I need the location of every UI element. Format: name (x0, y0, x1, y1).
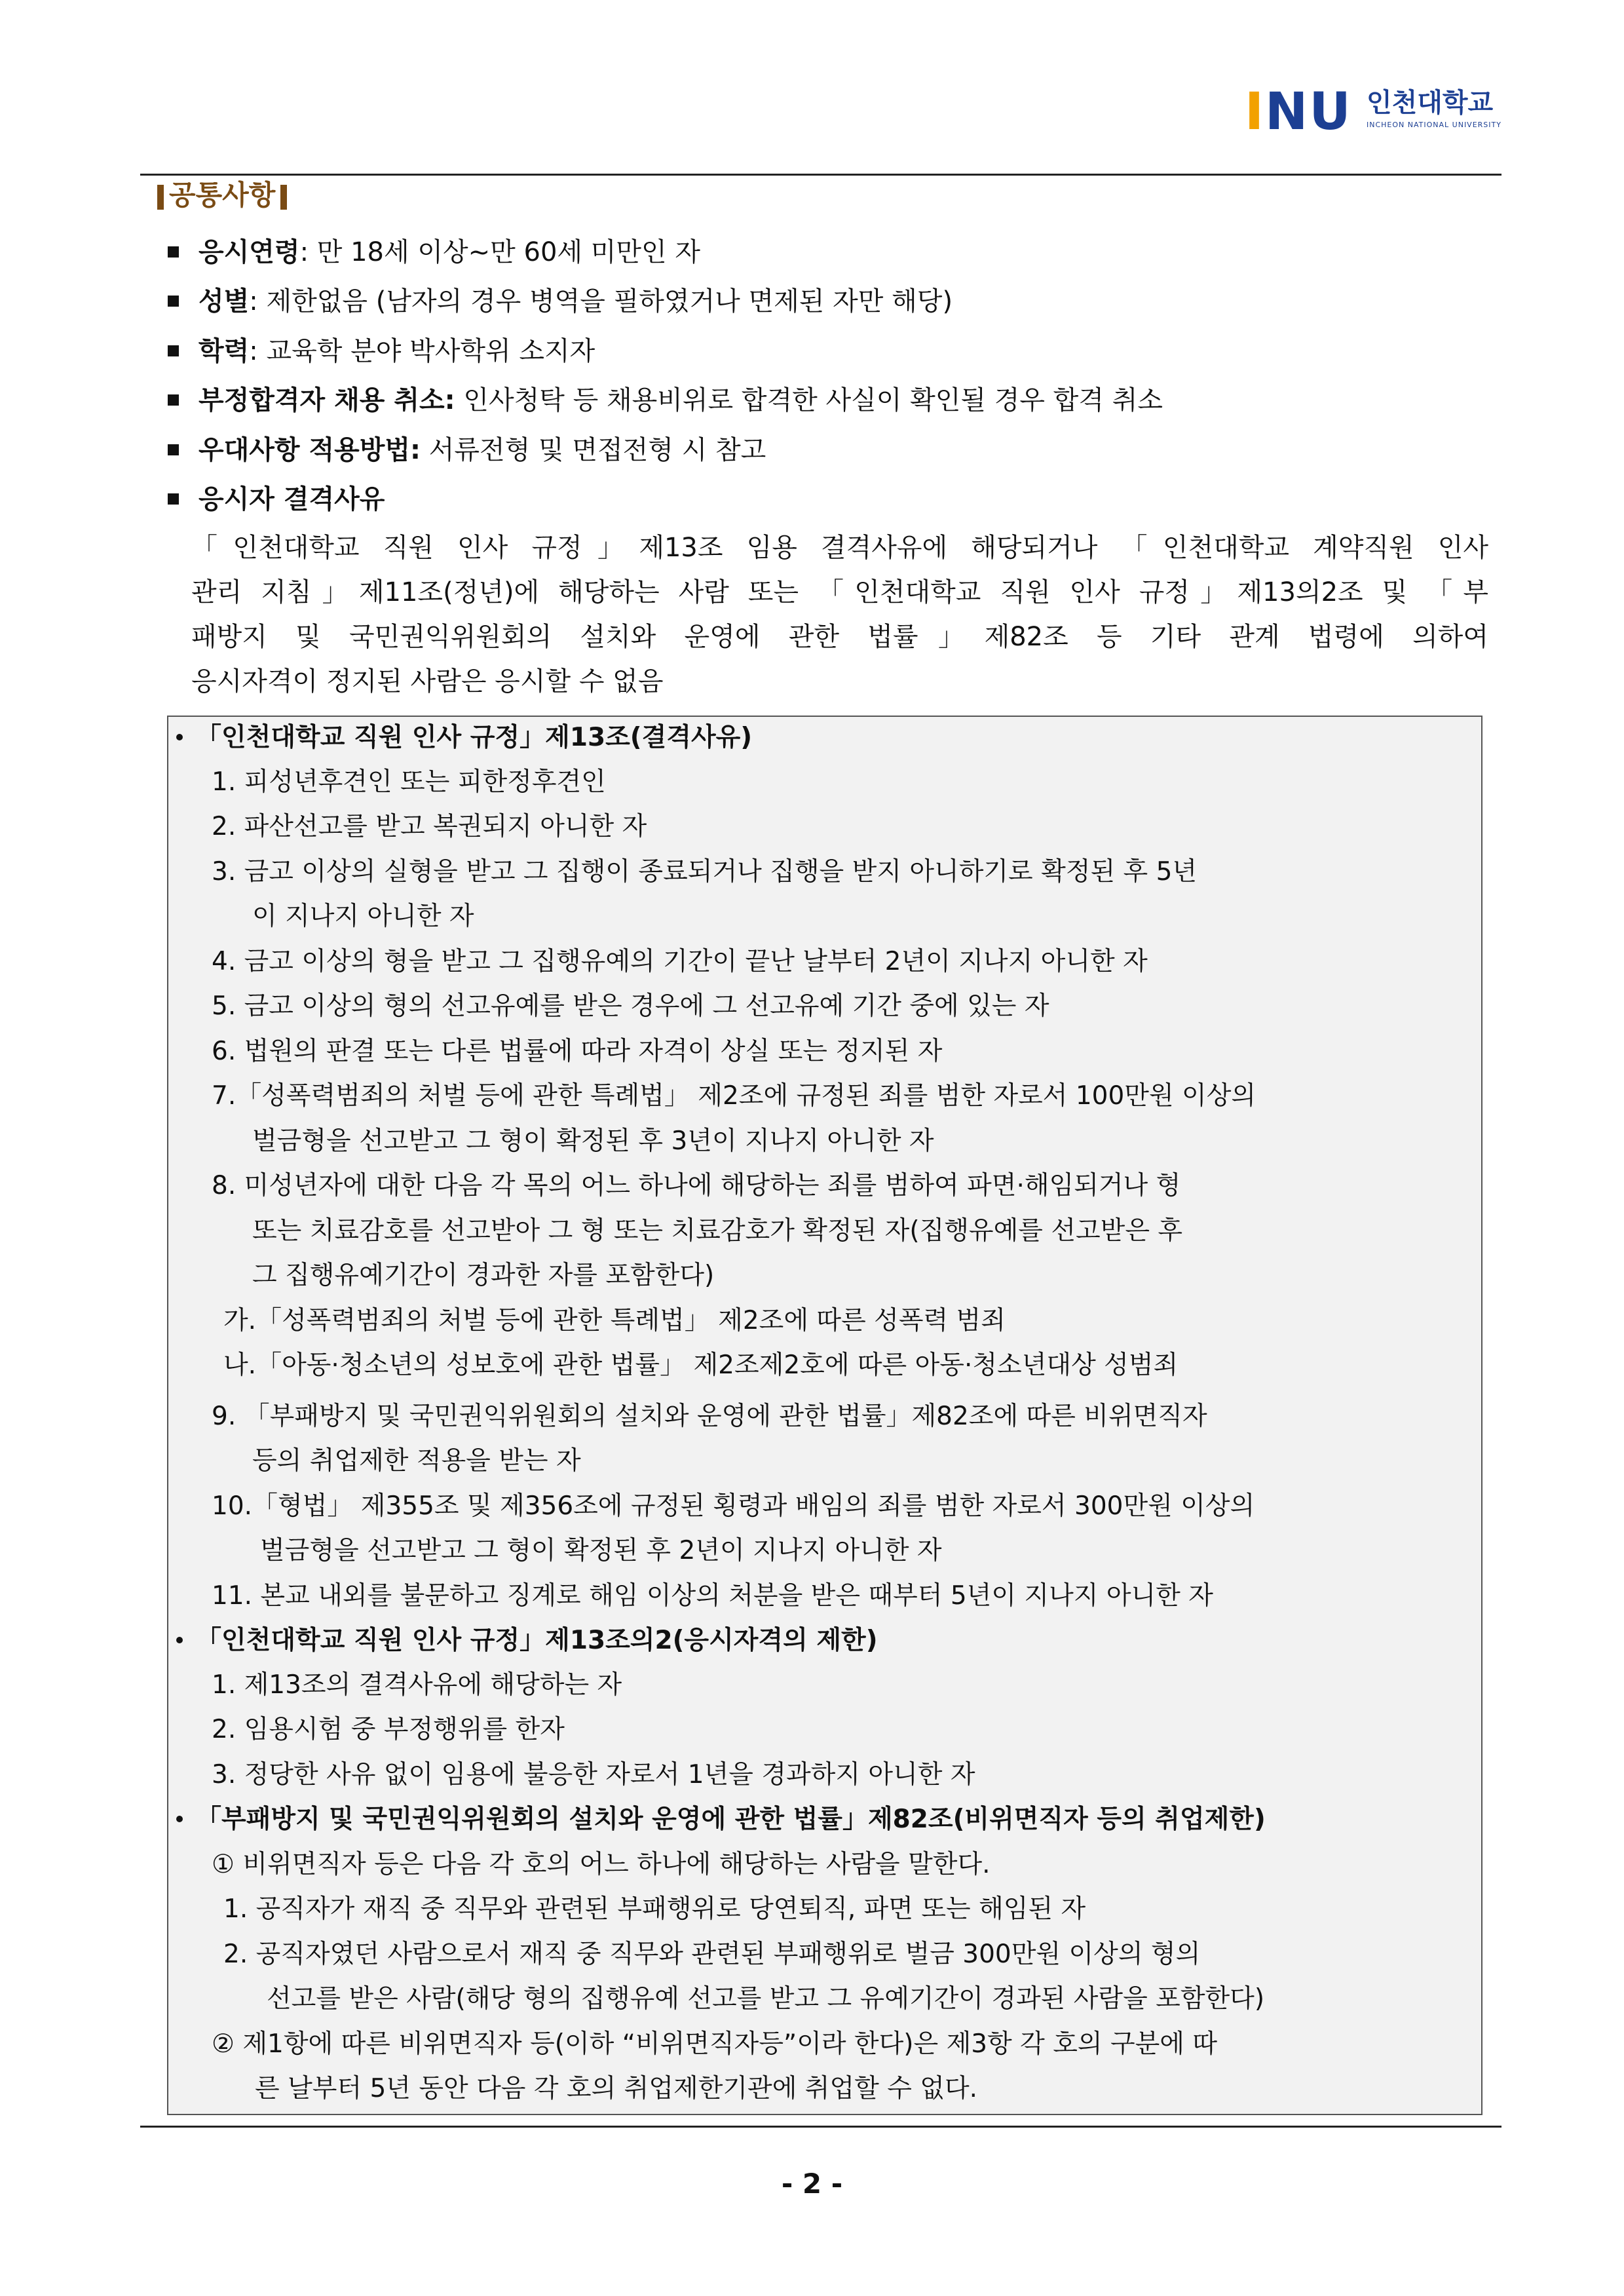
list1-item: 3. 금고 이상의 실형을 받고 그 집행이 종료되거나 집행을 받지 아니하기로 확정된 후 5년 (212, 857, 1198, 887)
para-line-1: 「인천대학교 직원 인사 규정」제13조 임용 결격사유에 해당되거나 「인천대학교 계약직원 인사 (191, 533, 1488, 563)
box-heading-2: 「인천대학교 직원 인사 규정」제13조의2(응시자격의 제한) (176, 1622, 878, 1659)
section-title (152, 177, 292, 214)
list3-item: ② 제1항에 따른 비위면직자 등(이하 “비위면직자등”이라 한다)은 제3항 각 호의 구분에 따 (212, 2029, 1218, 2059)
para-line-4: 응시자격이 정지된 사람은 응시할 수 없음 (191, 666, 664, 697)
square-bullet-icon (168, 394, 179, 406)
title-right-block (280, 185, 287, 210)
box-heading-3: 「부패방지 및 국민권익위원회의 설치와 운영에 관한 법률」제82조(비위면직자 등의 취업제한) (176, 1801, 1266, 1838)
square-bullet-icon (168, 296, 179, 307)
item-education: 학력: 교육학 분야 박사학위 소지자 (168, 333, 595, 370)
list1-item: 등의 취업제한 적용을 받는 자 (252, 1446, 581, 1476)
square-bullet-icon (168, 493, 179, 505)
logo-mark: INU (1245, 83, 1352, 142)
square-bullet-icon (168, 345, 179, 356)
list1-item: 5. 금고 이상의 형의 선고유예를 받은 경우에 그 선고유예 기간 중에 있는 자 (212, 991, 1049, 1021)
section-title-text: 공통사항 (169, 179, 276, 211)
list1-item: 벌금형을 선고받고 그 형이 확정된 후 3년이 지나지 아니한 자 (252, 1126, 934, 1156)
bullet-dot-icon (176, 1816, 183, 1822)
item-disqualification: 응시자 결격사유 (168, 481, 385, 518)
list3-item: 른 날부터 5년 동안 다음 각 호의 취업제한기관에 취업할 수 없다. (255, 2074, 978, 2103)
bullet-dot-icon (176, 734, 183, 740)
logo-subtitle: INCHEON NATIONAL UNIVERSITY (1367, 121, 1501, 129)
list1-item: 또는 치료감호를 선고받아 그 형 또는 치료감호가 확정된 자(집행유예를 선고받은 후 (252, 1216, 1183, 1246)
list1-item: 10.「형법」 제355조 및 제356조에 규정된 횡령과 배임의 죄를 범한 자로서 300만원 이상의 (212, 1491, 1255, 1521)
list1-item: 6. 법원의 판결 또는 다른 법률에 따라 자격이 상실 또는 정지된 자 (212, 1037, 943, 1066)
list1-item: 그 집행유예기간이 경과한 자를 포함한다) (252, 1261, 715, 1290)
list2-item: 1. 제13조의 결격사유에 해당하는 자 (212, 1670, 622, 1700)
list1-item: 7.「성폭력범죄의 처벌 등에 관한 특례법」 제2조에 규정된 죄를 범한 자로서 100만원 이상의 (212, 1081, 1256, 1111)
item-preference: 우대사항 적용방법: 서류전형 및 면접전형 시 참고 (168, 432, 766, 469)
bullet-dot-icon (176, 1637, 183, 1643)
item-age: 응시연령: 만 18세 이상~만 60세 미만인 자 (168, 234, 700, 271)
list3-item: 2. 공직자였던 사람으로서 재직 중 직무와 관련된 부패행위로 벌금 300만원 이상의 형의 (223, 1940, 1201, 1969)
list1-subitem: 가.「성폭력범죄의 처벌 등에 관한 특례법」 제2조에 따른 성폭력 범죄 (223, 1306, 1006, 1335)
university-logo (1245, 84, 1520, 140)
item-gender: 성별: 제한없음 (남자의 경우 병역을 필하였거나 면제된 자만 해당) (168, 283, 953, 320)
list1-item: 9. 「부패방지 및 국민권익위원회의 설치와 운영에 관한 법률」제82조에 따른 비위면직자 (212, 1402, 1207, 1431)
list1-item: 1. 피성년후견인 또는 피한정후견인 (212, 767, 606, 797)
list1-item: 11. 본교 내외를 불문하고 징계로 해임 이상의 처분을 받은 때부터 5년이 지나지 아니한 자 (212, 1581, 1213, 1611)
list1-subitem: 나.「아동·청소년의 성보호에 관한 법률」 제2조제2호에 따른 아동·청소년대상 성범죄 (223, 1350, 1179, 1380)
list1-item: 이 지나지 아니한 자 (252, 902, 474, 931)
list2-item: 2. 임용시험 중 부정행위를 한자 (212, 1715, 565, 1744)
square-bullet-icon (168, 246, 179, 258)
title-left-block (157, 185, 164, 210)
para-line-3: 패방지 및 국민권익위원회의 설치와 운영에 관한 법률」제82조 등 기타 관계 법령에 의하여 (191, 622, 1488, 652)
list1-item: 4. 금고 이상의 형을 받고 그 집행유예의 기간이 끝난 날부터 2년이 지나지 아니한 자 (212, 947, 1148, 976)
regulations-box (167, 716, 1482, 2115)
list2-item: 3. 정당한 사유 없이 임용에 불응한 자로서 1년을 경과하지 아니한 자 (212, 1760, 975, 1789)
list1-item: 8. 미성년자에 대한 다음 각 목의 어느 하나에 해당하는 죄를 범하여 파면·해임되거나 형 (212, 1171, 1181, 1200)
footer-rule (140, 2126, 1501, 2128)
square-bullet-icon (168, 444, 179, 455)
list1-item: 2. 파산선고를 받고 복권되지 아니한 자 (212, 812, 647, 841)
logo-name: 인천대학교 (1367, 88, 1494, 118)
list1-item: 벌금형을 선고받고 그 형이 확정된 후 2년이 지나지 아니한 자 (260, 1536, 942, 1565)
item-fraud-cancel: 부정합격자 채용 취소: 인사청탁 등 채용비위로 합격한 사실이 확인될 경우 합격 취소 (168, 382, 1163, 419)
list3-item: ① 비위면직자 등은 다음 각 호의 어느 하나에 해당하는 사람을 말한다. (212, 1850, 991, 1879)
list3-item: 선고를 받은 사람(해당 형의 집행유예 선고를 받고 그 유예기간이 경과된 사람을 포함한다) (267, 1984, 1265, 2014)
para-line-2: 관리 지침」제11조(정년)에 해당하는 사람 또는 「인천대학교 직원 인사 규정」제13의2조 및 「부 (191, 577, 1488, 607)
header-rule (140, 174, 1501, 176)
box-heading-1: 「인천대학교 직원 인사 규정」제13조(결격사유) (176, 719, 752, 756)
page-number: - 2 - (781, 2168, 843, 2200)
list3-item: 1. 공직자가 재직 중 직무와 관련된 부패행위로 당연퇴직, 파면 또는 해임된 자 (223, 1894, 1086, 1924)
